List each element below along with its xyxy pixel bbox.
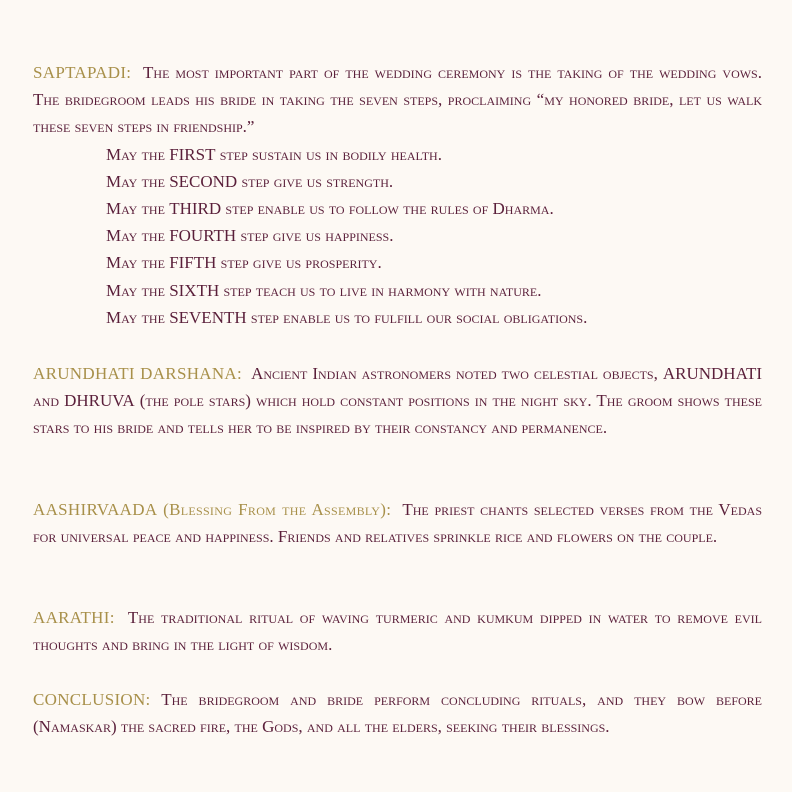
aarathi-section xyxy=(33,604,762,658)
aashirvaada-heading: AASHIRVAADA xyxy=(33,500,158,519)
step-4: May the FOURTH step give us happiness. xyxy=(106,226,394,246)
arundhati-text-2: (the pole stars) which hold constant positions in the night sky. The groom shows these stars to his bride and tells her to be inspired by their constancy and permanence. xyxy=(33,391,762,438)
arundhati-section xyxy=(33,360,762,442)
saptapadi-section xyxy=(33,59,762,331)
seven-steps-list xyxy=(33,141,762,331)
conclusion-text: The bridegroom and bride perform concluding rituals, and they bow before (Namaskar) the sacred fire, the Gods, and all the elders, seeking their blessings. xyxy=(33,690,762,737)
step-5: May the FIFTH step give us prosperity. xyxy=(106,253,382,273)
saptapadi-heading: SAPTAPADI: xyxy=(33,63,132,82)
saptapadi-intro: The most important part of the wedding ceremony is the taking of the wedding vows. The bridegroom leads his bride in taking the seven steps, proclaiming “my honored bride, let us walk these seven steps in friendship.” xyxy=(33,63,762,137)
aashirvaada-section xyxy=(33,496,762,550)
aarathi-heading: AARATHI: xyxy=(33,608,115,627)
step-6: May the SIXTH step teach us to live in harmony with nature. xyxy=(106,280,542,300)
step-1: May the FIRST step sustain us in bodily health. xyxy=(106,144,442,164)
dhruva-name: DHRUVA xyxy=(64,391,135,411)
arundhati-text-1: Ancient Indian astronomers noted two celestial objects, xyxy=(251,364,663,383)
step-7: May the SEVENTH step enable us to fulfill our social obligations. xyxy=(106,307,588,327)
aashirvaada-subheading: (Blessing From the Assembly): xyxy=(163,500,392,519)
conclusion-section xyxy=(33,686,762,740)
arundhati-and: and xyxy=(33,391,65,411)
step-3: May the THIRD step enable us to follow the rules of Dharma. xyxy=(106,199,554,219)
arundhati-heading: ARUNDHATI DARSHANA: xyxy=(33,364,243,383)
arundhati-name: ARUNDHATI xyxy=(662,364,763,383)
conclusion-heading: CONCLUSION: xyxy=(33,690,151,709)
aashirvaada-text: The priest chants selected verses from the Vedas for universal peace and happiness. Friends and relatives sprinkle rice and flowers on the couple. xyxy=(33,500,762,547)
step-2: May the SECOND step give us strength. xyxy=(106,171,394,191)
aarathi-text: The traditional ritual of waving turmeric and kumkum dipped in water to remove evil thoughts and bring in the light of wisdom. xyxy=(33,608,763,655)
